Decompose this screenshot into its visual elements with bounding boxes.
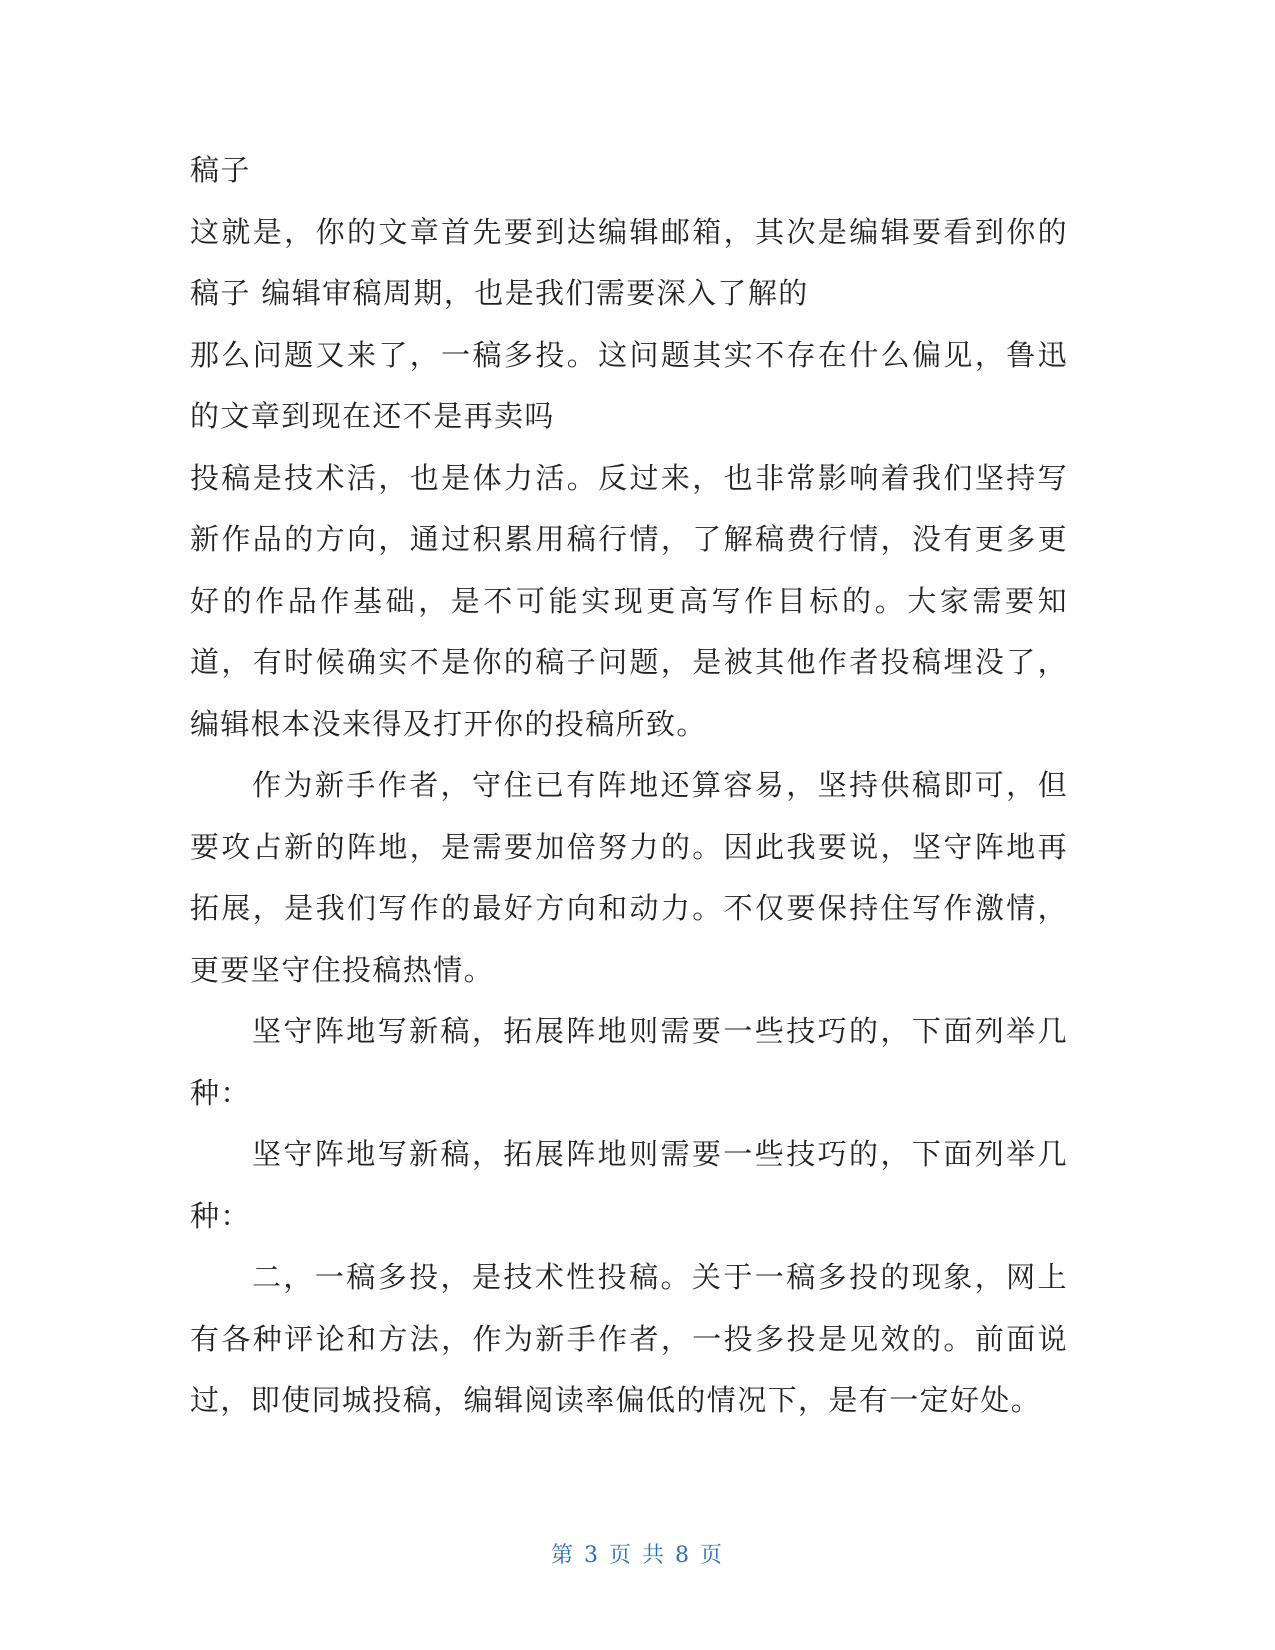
paragraph-1: 稿子 (190, 153, 251, 187)
paragraph-8: 二，一稿多投，是技术性投稿。关于一稿多投的现象，网上有各种评论和方法，作为新手作者，一投多投是见效的。前面说过，即使同城投稿，编辑阅读率偏低的情况下，是有一定好处。 (190, 1260, 1068, 1417)
paragraph-7: 坚守阵地写新稿，拓展阵地则需要一些技巧的，下面列举几种： (190, 1137, 1068, 1233)
document-body (190, 140, 1068, 1432)
page-number-footer: 第 3 页 共 8 页 (551, 1543, 724, 1568)
paragraph-5: 作为新手作者，守住已有阵地还算容易，坚持供稿即可，但要攻占新的阵地，是需要加倍努力的。因此我要说，坚守阵地再拓展，是我们写作的最好方向和动力。不仅要保持住写作激情，更要坚守住投稿热情。 (190, 768, 1068, 987)
paragraph-3: 那么问题又来了，一稿多投。这问题其实不存在什么偏见，鲁迅的文章到现在还不是再卖吗 (190, 337, 1068, 433)
paragraph-2: 这就是，你的文章首先要到达编辑邮箱，其次是编辑要看到你的稿子 编辑审稿周期，也是我们需要深入了解的 (190, 214, 1068, 310)
paragraph-6: 坚守阵地写新稿，拓展阵地则需要一些技巧的，下面列举几种： (190, 1014, 1068, 1110)
paragraph-4: 投稿是技术活，也是体力活。反过来，也非常影响着我们坚持写新作品的方向，通过积累用稿行情，了解稿费行情，没有更多更好的作品作基础，是不可能实现更高写作目标的。大家需要知道，有时候确实不是你的稿子问题，是被其他作者投稿埋没了，编辑根本没来得及打开你的投稿所致。 (190, 460, 1068, 741)
